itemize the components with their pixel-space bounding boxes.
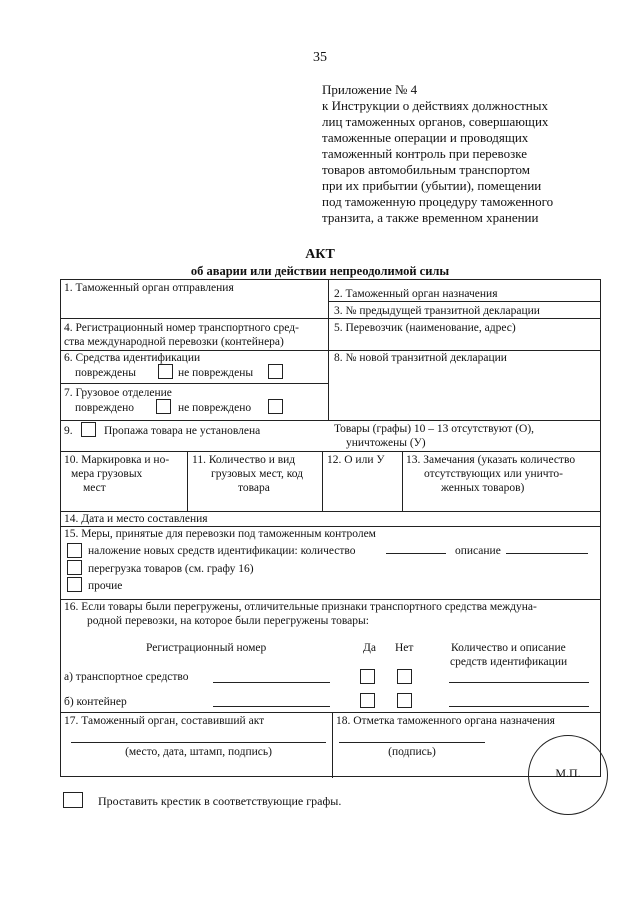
appendix-line: при их прибытии (убытии), помещении (322, 178, 542, 193)
field-16-row-a-no-checkbox[interactable] (397, 669, 412, 684)
field-15-option3-checkbox[interactable] (67, 577, 82, 592)
field-5-label: 5. Перевозчик (наименование, адрес) (334, 322, 516, 334)
rule (61, 599, 601, 600)
field-4-label-line2: ства международной перевозки (контейнера) (64, 336, 284, 348)
appendix-line: Приложение № 4 (322, 82, 418, 97)
act-title: АКТ (305, 247, 335, 262)
act-form (60, 279, 601, 777)
field-16-col-qty-line1: Количество и описание (451, 642, 566, 654)
field-13-line2: отсутствующих или уничто- (424, 468, 563, 480)
footnote-checkbox (63, 792, 83, 808)
field-11-line3: товара (238, 482, 270, 494)
field-2-label: 2. Таможенный орган назначения (334, 288, 498, 300)
appendix-block (322, 82, 622, 226)
field-9-number: 9. (64, 425, 73, 437)
field-10-line1: 10. Маркировка и но- (64, 454, 170, 466)
field-16-col-qty-line2: средств идентификации (450, 656, 568, 668)
field-13-line3: женных товаров) (441, 482, 525, 494)
field-16-row-a-label: а) транспортное средство (64, 671, 189, 683)
field-16-row-b-registration-line[interactable] (213, 706, 330, 707)
footnote-text: Проставить крестик в соответствующие графы. (98, 794, 342, 808)
field-18-label: 18. Отметка таможенного органа назначения (336, 715, 555, 727)
field-16-row-b-qty-line[interactable] (449, 706, 589, 707)
rule (328, 280, 329, 420)
field-14-label: 14. Дата и место составления (64, 513, 208, 525)
field-6-not-damaged-label: не повреждены (178, 367, 254, 379)
field-11-line1: 11. Количество и вид (192, 454, 296, 466)
field-9-checkbox[interactable] (81, 422, 96, 437)
field-16-line2: родной перевозки, на которое были перегружены товары: (87, 615, 369, 627)
field-15-option3-label: прочие (88, 580, 123, 592)
field-7-damaged-label: повреждено (75, 402, 134, 414)
field-15-option1-checkbox[interactable] (67, 543, 82, 558)
field-16-row-a-yes-checkbox[interactable] (360, 669, 375, 684)
field-9-label: Пропажа товара не установлена (104, 425, 261, 437)
field-18-caption: (подпись) (388, 746, 436, 758)
rule (61, 350, 601, 351)
rule (61, 712, 601, 713)
field-12-label: 12. О или У (327, 454, 385, 466)
rule (328, 301, 601, 302)
field-16-line1: 16. Если товары были перегружены, отличительные признаки транспортного средства междуна- (64, 601, 537, 613)
field-15-option2-label: перегрузка товаров (см. графу 16) (88, 563, 254, 575)
appendix-line: товаров автомобильным транспортом (322, 162, 530, 177)
field-7-not-damaged-label: не повреждено (178, 402, 252, 414)
appendix-line: под таможенную процедуру таможенного (322, 194, 554, 209)
field-15-option1-label: наложение новых средств идентификации: количество (88, 545, 356, 557)
field-18-signature-line[interactable] (339, 742, 485, 743)
field-15-description-line[interactable] (506, 553, 588, 554)
rule (61, 526, 601, 527)
field-16-row-a-qty-line[interactable] (449, 682, 589, 683)
field-7-label: 7. Грузовое отделение (64, 387, 172, 399)
field-17-caption: (место, дата, штамп, подпись) (125, 746, 272, 758)
field-9-right-line1: Товары (графы) 10 – 13 отсутствуют (О), (334, 423, 535, 435)
field-16-col-no: Нет (395, 642, 414, 654)
field-7-not-damaged-checkbox[interactable] (268, 399, 283, 414)
field-15-description-label: описание (455, 545, 501, 557)
appendix-line: лиц таможенных органов, совершающих (322, 114, 549, 129)
act-subtitle: об аварии или действии непреодолимой силы (190, 264, 450, 278)
field-6-damaged-checkbox[interactable] (158, 364, 173, 379)
field-16-row-b-no-checkbox[interactable] (397, 693, 412, 708)
field-16-col-registration: Регистрационный номер (146, 642, 267, 654)
field-8-label: 8. № новой транзитной декларации (334, 352, 507, 364)
rule (187, 451, 188, 511)
field-15-label: 15. Меры, принятые для перевозки под таможенным контролем (64, 528, 376, 540)
rule (61, 420, 601, 421)
field-10-line2: мера грузовых (71, 468, 143, 480)
rule (332, 712, 333, 778)
field-3-label: 3. № предыдущей транзитной декларации (334, 305, 540, 317)
field-15-quantity-line[interactable] (386, 553, 446, 554)
field-16-row-a-registration-line[interactable] (213, 682, 330, 683)
rule (322, 451, 323, 511)
field-7-damaged-checkbox[interactable] (156, 399, 171, 414)
field-16-row-b-label: б) контейнер (64, 696, 127, 708)
field-1-label: 1. Таможенный орган отправления (64, 282, 234, 294)
rule (61, 511, 601, 512)
field-9-right-line2: уничтожены (У) (346, 437, 426, 449)
field-16-row-b-yes-checkbox[interactable] (360, 693, 375, 708)
field-17-signature-line[interactable] (71, 742, 326, 743)
page-number: 35 (313, 50, 327, 65)
appendix-line: транзита, а также временном хранении (322, 210, 539, 225)
field-16-col-yes: Да (363, 642, 376, 654)
rule (61, 383, 328, 384)
field-6-not-damaged-checkbox[interactable] (268, 364, 283, 379)
appendix-line: к Инструкции о действиях должностных (322, 98, 548, 113)
field-10-line3: мест (83, 482, 106, 494)
field-17-label: 17. Таможенный орган, составивший акт (64, 715, 265, 727)
rule (61, 318, 601, 319)
field-11-line2: грузовых мест, код (211, 468, 304, 480)
rule (61, 451, 601, 452)
appendix-line: таможенные операции и проводящих (322, 130, 529, 145)
field-4-label-line1: 4. Регистрационный номер транспортного сред- (64, 322, 299, 334)
field-15-option2-checkbox[interactable] (67, 560, 82, 575)
field-13-line1: 13. Замечания (указать количество (406, 454, 576, 466)
appendix-line: таможенный контроль при перевозке (322, 146, 528, 161)
stamp-label: М.П. (555, 766, 581, 780)
field-6-damaged-label: повреждены (75, 367, 136, 379)
rule (402, 451, 403, 511)
field-6-label: 6. Средства идентификации (64, 352, 201, 364)
